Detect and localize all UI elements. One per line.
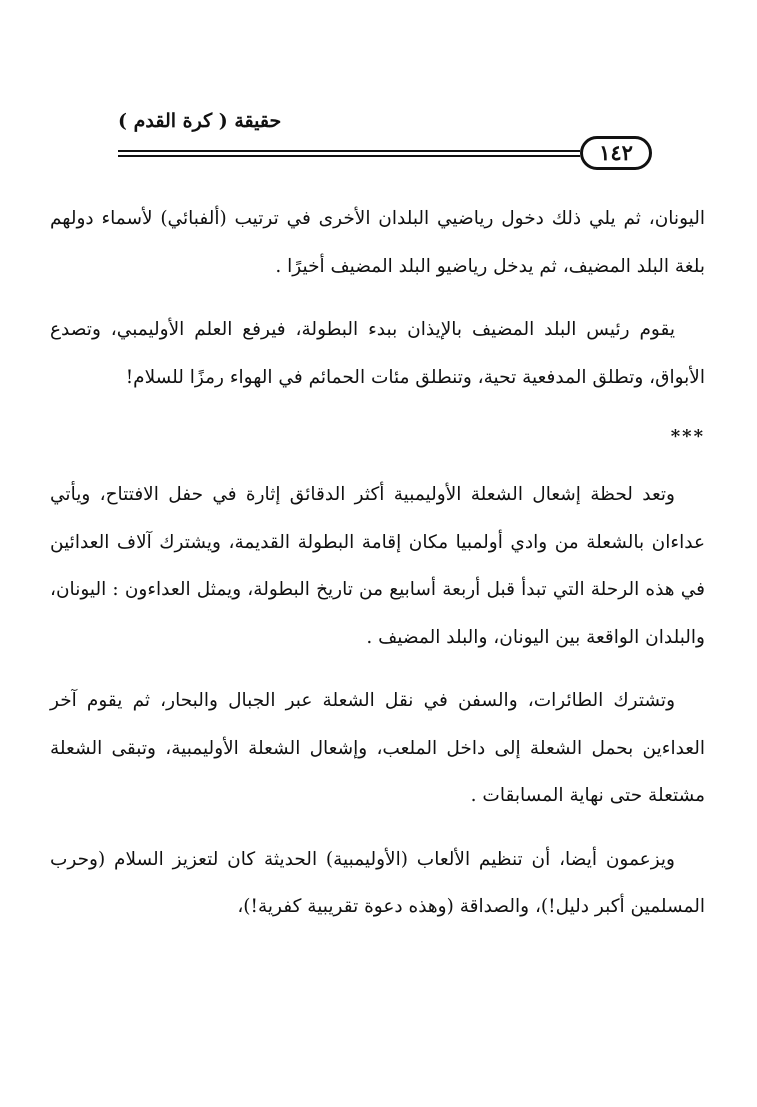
paragraph-2: يقوم رئيس البلد المضيف بالإيذان ببدء البطولة، فيرفع العلم الأوليمبي، وتصدع الأبواق، وتطلق المدفعية تحية، وتنطلق مئات الحمائم في الهواء رمزًا للسلام!	[50, 319, 705, 388]
paragraph-4: وتشترك الطائرات، والسفن في نقل الشعلة عبر الجبال والبحار، ثم يقوم آخر العداءين بحمل الشعلة إلى داخل الملعب، وإشعال الشعلة الأوليمبية، وتبقى الشعلة مشتعلة حتى نهاية المسابقات .	[50, 690, 705, 806]
page-number: ١٤٢	[580, 136, 652, 170]
paragraph-1: اليونان، ثم يلي ذلك دخول رياضيي البلدان الأخرى في ترتيب (ألفبائي) لأسماء دولهم بلغة البلد المضيف، ثم يدخل رياضيو البلد المضيف أخيرًا .	[50, 208, 705, 277]
section-separator: ***	[670, 426, 705, 447]
paragraph-5: ويزعمون أيضا، أن تنظيم الألعاب (الأوليمبية) الحديثة كان لتعزيز السلام (وحرب المسلمين أكبر دليل!)، والصداقة (وهذه دعوة تقريبية كفرية!)،	[50, 848, 705, 917]
header-rule-upper	[118, 150, 580, 152]
running-title: حقيقة ( كرة القدم )	[118, 110, 282, 132]
page-header	[118, 110, 652, 170]
header-rule-lower	[118, 155, 580, 157]
page-body	[50, 195, 705, 947]
paragraph-3: وتعد لحظة إشعال الشعلة الأوليمبية أكثر الدقائق إثارة في حفل الافتتاح، ويأتي عداءان بالشعلة من وادي أولمبيا مكان إقامة البطولة القديمة، ويشترك آلاف العدائين في هذه الرحلة التي تبدأ قبل أربعة أسابيع من تاريخ البطولة، ويمثل العداءون : اليونان، والبلدان الواقعة بين اليونان، والبلد المضيف .	[50, 484, 705, 648]
